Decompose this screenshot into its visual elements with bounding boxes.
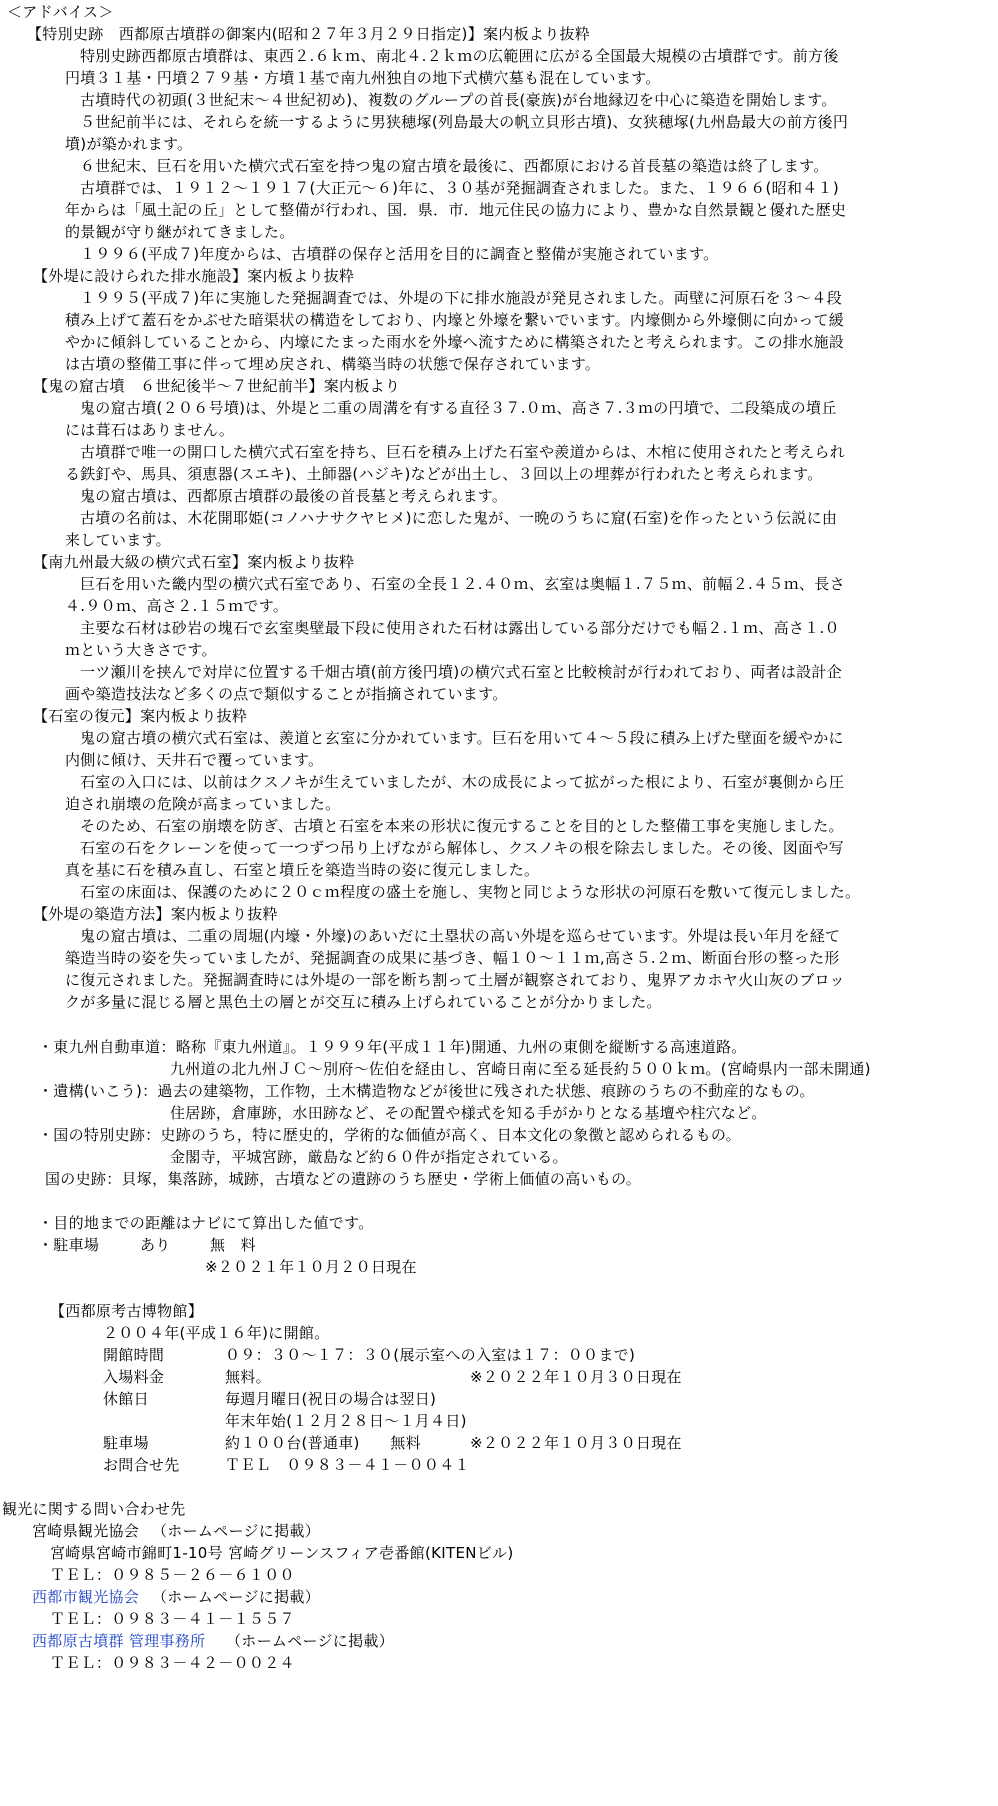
section-heading: 【南九州最大級の横穴式石室】案内板より抜粋 <box>33 553 355 571</box>
glossary-item: ・東九州自動車道：略称『東九州道』。１９９９年(平成１１年)開通、九州の東側を縦断する高速道路。 <box>38 1038 747 1056</box>
paragraph-line: 画や築造技法など多くの点で類似することが指摘されています。 <box>65 685 508 703</box>
glossary-item: ・遺構(いこう)：過去の建築物，工作物，土木構造物などが後世に残された状態、痕跡のうちの不動産的なもの。 <box>38 1082 815 1100</box>
contact-tel: ＴＥＬ：０９８３－４２－００２４ <box>50 1654 295 1672</box>
paragraph-line: に復元されました。発掘調査時には外堤の一部を断ち割って土層が観察されており、鬼界アカホヤ火山灰のブロッ <box>65 971 845 989</box>
paragraph-line: 一ツ瀬川を挟んで対岸に位置する千畑古墳(前方後円墳)の横穴式石室と比較検討が行われており、両者は設計企 <box>80 663 843 681</box>
paragraph-line: 来しています。 <box>65 531 171 549</box>
contact-tel: ＴＥＬ：０９８５－２６－６１００ <box>50 1566 295 1584</box>
contact-name: 宮崎県観光協会 <box>32 1522 140 1540</box>
paragraph-line: 主要な石材は砂岩の塊石で玄室奥壁最下段に使用された石材は露出している部分だけでも幅２.１ｍ、高さ１.０ <box>80 619 840 637</box>
section-heading: 【特別史跡 西都原古墳群の御案内(昭和２７年３月２９日指定)】案内板より抜粋 <box>27 25 591 43</box>
paragraph-line: 築造当時の姿を失っていましたが、発掘調査の成果に基づき、幅１０～１１ｍ,高さ５.２ｍ、断面台形の整った形 <box>65 949 840 967</box>
paragraph-line: 鬼の窟古墳(２０６号墳)は、外堤と二重の周溝を有する直径３７.０ｍ、高さ７.３ｍの円墳で、二段築成の墳丘 <box>80 399 837 417</box>
museum-row-value: 毎週月曜日(祝日の場合は翌日) <box>225 1390 437 1408</box>
section-heading: 【石室の復元】案内板より抜粋 <box>33 707 248 725</box>
contacts-title: 観光に関する問い合わせ先 <box>2 1500 186 1518</box>
museum-row-value: 無料。 <box>225 1368 271 1386</box>
paragraph-line: る鉄釘や、馬具、須恵器(スエキ)、土師器(ハジキ)などが出土し、３回以上の埋葬が行われたと考えられます。 <box>65 465 823 483</box>
paragraph-line: ５世紀前半には、それらを統一するように男狭穂塚(列島最大の帆立貝形古墳)、女狭穂塚(九州島最大の前方後円 <box>80 113 849 131</box>
paragraph-line: １９９５(平成７)年に実施した発掘調査では、外堤の下に排水施設が発見されました。両壁に河原石を３～４段 <box>80 289 843 307</box>
paragraph-line: 円墳３１基・円墳２７９基・方墳１基で南九州独自の地下式横穴墓も混在しています。 <box>65 69 661 87</box>
paragraph-line: 巨石を用いた畿内型の横穴式石室であり、石室の全長１２.４０ｍ、玄室は奥幅１.７５ｍ、前幅２.４５ｍ、長さ <box>80 575 845 593</box>
paragraph-line: ４.９０ｍ、高さ２.１５ｍです。 <box>65 597 289 615</box>
paragraph-line: 年からは「風土記の丘」として整備が行われ、国．県．市．地元住民の協力により、豊かな自然景観と優れた歴史 <box>65 201 847 219</box>
glossary-item: 金閣寺，平城宮跡，厳島など約６０件が指定されている。 <box>170 1148 568 1166</box>
paragraph-line: 石室の床面は、保護のために２０ｃｍ程度の盛土を施し、実物と同じような形状の河原石を敷いて復元しました。 <box>80 883 861 901</box>
paragraph-line: 石室の入口には、以前はクスノキが生えていましたが、木の成長によって拡がった根により、石室が裏側から圧 <box>80 773 845 791</box>
paragraph-line: には葺石はありません。 <box>65 421 235 439</box>
paragraph-line: 内側に傾け、天井石で覆っています。 <box>65 751 324 769</box>
museum-row-value: 年末年始(１２月２８日～１月４日) <box>225 1412 467 1430</box>
paragraph-line: 古墳群で唯一の開口した横穴式石室を持ち、巨石を積み上げた石室や羨道からは、木棺に使用されたと考えられ <box>80 443 846 461</box>
section-heading: 【鬼の窟古墳 ６世紀後半～７世紀前半】案内板より <box>33 377 401 395</box>
section-heading: 【外堤の築造方法】案内板より抜粋 <box>33 905 278 923</box>
distance-note: ・目的地までの距離はナビにて算出した値です。 <box>38 1214 374 1232</box>
parking-fee: 無 料 <box>210 1236 256 1254</box>
paragraph-line: そのため、石室の崩壊を防ぎ、古墳と石室を本来の形状に復元することを目的とした整備工事を実施しました。 <box>80 817 844 835</box>
paragraph-line: 的景観が守り継がれてきました。 <box>65 223 295 241</box>
contact-tel: ＴＥＬ：０９８３－４１－１５５７ <box>50 1610 295 1628</box>
section-heading: 【外堤に設けられた排水施設】案内板より抜粋 <box>33 267 355 285</box>
contact-suffix: （ホームページに掲載） <box>152 1588 321 1606</box>
museum-row-label: 開館時間 <box>103 1346 165 1364</box>
museum-row-note: ※２０２２年１０月３０日現在 <box>470 1368 682 1386</box>
advice-header: ＜アドバイス＞ <box>7 3 114 21</box>
paragraph-line: 鬼の窟古墳の横穴式石室は、羨道と玄室に分かれています。巨石を用いて４～５段に積み上げた壁面を緩やかに <box>80 729 844 747</box>
paragraph-line: １９９６(平成７)年度からは、古墳群の保存と活用を目的に調査と整備が実施されています。 <box>80 245 719 263</box>
museum-row-value: ０９：３０～１７：３０(展示室への入室は１７：００まで) <box>225 1346 636 1364</box>
paragraph-line: 真を基に石を積み直し、石室と墳丘を築造当時の姿に復元しました。 <box>65 861 540 879</box>
paragraph-line: ６世紀末、巨石を用いた横穴式石室を持つ鬼の窟古墳を最後に、西都原における首長墓の築造は終了します。 <box>80 157 829 175</box>
paragraph-line: 積み上げて蓋石をかぶせた暗渠状の構造をしており、内壕と外壕を繋いでいます。内壕側から外壕側に向かって緩 <box>65 311 845 329</box>
paragraph-line: 鬼の窟古墳は、西都原古墳群の最後の首長墓と考えられます。 <box>80 487 508 505</box>
paragraph-line: 墳)が築かれます。 <box>65 135 193 153</box>
museum-title: 【西都原考古博物館】 <box>50 1302 204 1320</box>
contact-suffix: （ホームページに掲載） <box>226 1632 395 1650</box>
museum-row-value: ＴＥＬ ０９８３－４１－００４１ <box>225 1456 470 1474</box>
contact-suffix: （ホームページに掲載） <box>152 1522 321 1540</box>
paragraph-line: 古墳の名前は、木花開耶姫(コノハナサクヤヒメ)に恋した鬼が、一晩のうちに窟(石室)を作ったという伝説に由 <box>80 509 838 527</box>
museum-opened: ２００４年(平成１６年)に開館。 <box>103 1324 330 1342</box>
paragraph-line: 古墳時代の初頭(３世紀末～４世紀初め)、複数のグループの首長(豪族)が台地縁辺を中心に築造を開始します。 <box>80 91 837 109</box>
paragraph-line: 特別史跡西都原古墳群は、東西２.６ｋｍ、南北４.２ｋｍの広範囲に広がる全国最大規模の古墳群です。前方後 <box>80 47 839 65</box>
paragraph-line: は古墳の整備工事に伴って埋め戻され、構築当時の状態で保存されています。 <box>65 355 601 373</box>
museum-row-value: 約１００台(普通車) 無料 <box>225 1434 421 1452</box>
paragraph-line: 石室の石をクレーンを使って一つずつ吊り上げながら解体し、クスノキの根を除去しました。その後、図面や写 <box>80 839 844 857</box>
glossary-item: ・国の特別史跡：史跡のうち，特に歴史的，学術的な価値が高く、日本文化の象徴と認められるもの。 <box>38 1126 741 1144</box>
paragraph-line: クが多量に混じる層と黒色土の層とが交互に積み上げられていることが分かりました。 <box>65 993 662 1011</box>
parking-label: ・駐車場 <box>38 1236 100 1254</box>
glossary-item: 国の史跡：貝塚，集落跡，城跡，古墳などの遺跡のうち歴史・学術上価値の高いもの。 <box>45 1170 642 1188</box>
museum-row-label: お問合せ先 <box>103 1456 180 1474</box>
paragraph-line: 迫され崩壊の危険が高まっていました。 <box>65 795 341 813</box>
contact-link[interactable]: 西都原古墳群 管理事務所 <box>32 1632 206 1650</box>
paragraph-line: ｍという大きさです。 <box>65 641 217 659</box>
contact-link[interactable]: 西都市観光協会 <box>32 1588 140 1606</box>
paragraph-line: 鬼の窟古墳は、二重の周堀(内壕・外壕)のあいだに土塁状の高い外堤を巡らせています。外堤は長い年月を経て <box>80 927 841 945</box>
museum-row-label: 入場料金 <box>103 1368 165 1386</box>
museum-row-note: ※２０２２年１０月３０日現在 <box>470 1434 682 1452</box>
paragraph-line: 古墳群では、１９１２～１９１７(大正元～６)年に、３０基が発掘調査されました。また、１９６６(昭和４１) <box>80 179 840 197</box>
contact-address: 宮崎県宮崎市錦町1-10号 宮崎グリーンスフィア壱番館(KITENビル) <box>50 1544 514 1562</box>
paragraph-line: やかに傾斜していることから、内壕にたまった雨水を外壕へ流すために構築されたと考えられます。この排水施設 <box>65 333 845 351</box>
glossary-item: 九州道の北九州ＪＣ～別府～佐伯を経由し、宮崎日南に至る延長約５００ｋｍ。(宮崎県内一部未開通) <box>170 1060 871 1078</box>
museum-row-label: 駐車場 <box>103 1434 149 1452</box>
parking-availability: あり <box>140 1236 171 1254</box>
date-note: ※２０２１年１０月２０日現在 <box>205 1258 417 1276</box>
museum-row-label: 休館日 <box>103 1390 149 1408</box>
glossary-item: 住居跡，倉庫跡，水田跡など、その配置や様式を知る手がかりとなる基壇や柱穴など。 <box>170 1104 767 1122</box>
